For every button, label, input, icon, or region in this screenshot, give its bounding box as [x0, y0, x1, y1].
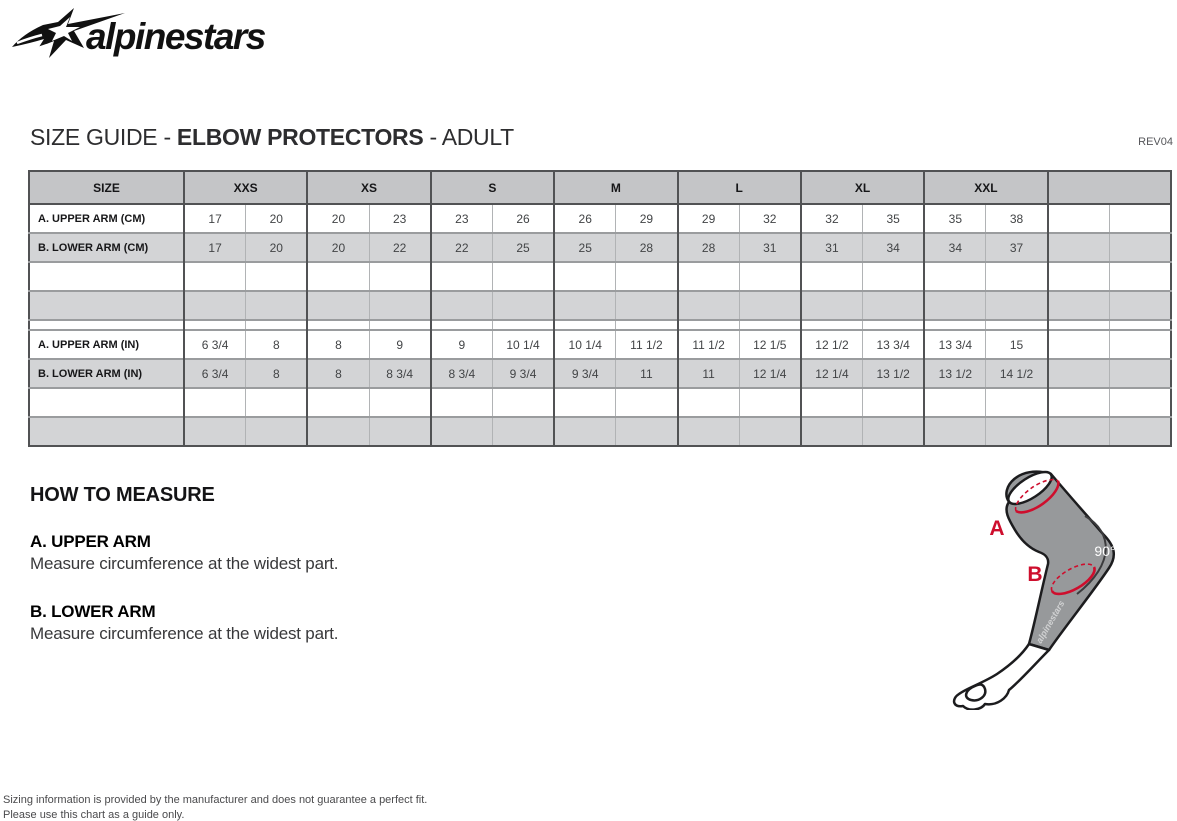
value-cell: 28 [616, 233, 678, 262]
value-cell: 20 [246, 233, 308, 262]
value-cell [924, 291, 986, 320]
value-cell [986, 417, 1048, 446]
value-cell [554, 388, 616, 417]
value-cell [801, 291, 863, 320]
value-cell: 11 [678, 359, 740, 388]
disclaimer [3, 793, 427, 821]
row-label-cell [29, 388, 184, 417]
title-row [30, 124, 1173, 151]
value-cell [431, 320, 493, 330]
value-cell [616, 417, 678, 446]
value-cell [1048, 359, 1110, 388]
value-cell [554, 291, 616, 320]
value-cell [307, 262, 369, 291]
value-cell [739, 388, 801, 417]
value-cell [863, 262, 925, 291]
value-cell: 32 [739, 204, 801, 233]
value-cell [1109, 320, 1171, 330]
value-cell [431, 417, 493, 446]
arm-measurement-diagram [945, 452, 1145, 710]
value-cell [184, 262, 246, 291]
value-cell [1109, 330, 1171, 359]
value-cell: 15 [986, 330, 1048, 359]
value-cell [492, 417, 554, 446]
value-cell [492, 291, 554, 320]
value-cell [246, 320, 308, 330]
value-cell [924, 320, 986, 330]
value-cell [801, 320, 863, 330]
value-cell [554, 417, 616, 446]
value-cell [1109, 417, 1171, 446]
value-cell: 25 [554, 233, 616, 262]
size-group-header-cell: XS [307, 171, 430, 204]
value-cell [492, 388, 554, 417]
size-group-header-cell: XL [801, 171, 924, 204]
value-cell [1109, 388, 1171, 417]
value-cell [616, 388, 678, 417]
value-cell [246, 262, 308, 291]
value-cell: 13 1/2 [924, 359, 986, 388]
logo-wordmark: alpinestars [86, 16, 265, 57]
value-cell: 35 [863, 204, 925, 233]
table-row [29, 233, 1171, 262]
value-cell: 28 [678, 233, 740, 262]
row-label-cell [29, 417, 184, 446]
value-cell: 14 1/2 [986, 359, 1048, 388]
table-row [29, 262, 1171, 291]
value-cell [492, 262, 554, 291]
table-row [29, 359, 1171, 388]
value-cell: 8 [307, 330, 369, 359]
value-cell [863, 320, 925, 330]
value-cell [1109, 233, 1171, 262]
value-cell: 8 [307, 359, 369, 388]
value-cell [554, 262, 616, 291]
value-cell [616, 291, 678, 320]
value-cell: 12 1/4 [739, 359, 801, 388]
value-cell [431, 291, 493, 320]
value-cell: 11 1/2 [616, 330, 678, 359]
measure-label-upper-arm: A. UPPER ARM [30, 532, 151, 551]
row-label-cell [29, 320, 184, 330]
value-cell: 22 [369, 233, 431, 262]
table-row [29, 417, 1171, 446]
value-cell: 6 3/4 [184, 330, 246, 359]
value-cell [863, 417, 925, 446]
value-cell [863, 291, 925, 320]
value-cell [801, 388, 863, 417]
value-cell [739, 291, 801, 320]
thumb-curl [966, 684, 985, 700]
value-cell [1109, 291, 1171, 320]
value-cell [1048, 291, 1110, 320]
value-cell: 17 [184, 204, 246, 233]
table-row [29, 291, 1171, 320]
measure-desc-upper-arm: Measure circumference at the widest part. [30, 554, 339, 573]
value-cell: 20 [307, 204, 369, 233]
value-cell [1048, 320, 1110, 330]
value-cell [307, 417, 369, 446]
value-cell [307, 291, 369, 320]
value-cell: 32 [801, 204, 863, 233]
value-cell [369, 291, 431, 320]
value-cell [1109, 359, 1171, 388]
value-cell [801, 262, 863, 291]
table-row [29, 388, 1171, 417]
value-cell [369, 417, 431, 446]
size-group-header-cell: XXL [924, 171, 1047, 204]
value-cell: 9 3/4 [492, 359, 554, 388]
value-cell [739, 417, 801, 446]
value-cell [1109, 262, 1171, 291]
value-cell [184, 320, 246, 330]
value-cell: 11 [616, 359, 678, 388]
value-cell: 31 [739, 233, 801, 262]
value-cell: 9 [431, 330, 493, 359]
diagram-label-b: B [1027, 563, 1043, 586]
value-cell: 12 1/5 [739, 330, 801, 359]
size-group-header-cell [1048, 171, 1171, 204]
value-cell: 31 [801, 233, 863, 262]
row-label-cell [29, 291, 184, 320]
value-cell: 13 1/2 [863, 359, 925, 388]
value-cell [1048, 388, 1110, 417]
value-cell: 20 [307, 233, 369, 262]
value-cell [924, 262, 986, 291]
value-cell: 8 [246, 330, 308, 359]
value-cell [246, 417, 308, 446]
size-header-cell: SIZE [29, 171, 184, 204]
value-cell: 13 3/4 [863, 330, 925, 359]
value-cell [678, 262, 740, 291]
value-cell [184, 388, 246, 417]
value-cell [307, 388, 369, 417]
measure-label-lower-arm: B. LOWER ARM [30, 602, 156, 621]
size-group-header-cell: M [554, 171, 677, 204]
value-cell [924, 388, 986, 417]
value-cell [184, 291, 246, 320]
size-table [28, 170, 1172, 447]
value-cell [307, 320, 369, 330]
value-cell [184, 417, 246, 446]
value-cell [739, 320, 801, 330]
disclaimer-line-1: Sizing information is provided by the manufacturer and does not guarantee a perfect fit. [3, 794, 428, 806]
value-cell: 20 [246, 204, 308, 233]
value-cell [369, 388, 431, 417]
value-cell: 22 [431, 233, 493, 262]
value-cell [678, 417, 740, 446]
value-cell [1048, 330, 1110, 359]
value-cell: 8 [246, 359, 308, 388]
value-cell: 38 [986, 204, 1048, 233]
value-cell: 12 1/2 [801, 330, 863, 359]
size-group-header-cell: S [431, 171, 554, 204]
value-cell [986, 388, 1048, 417]
how-to-measure-heading: HOW TO MEASURE [30, 484, 215, 506]
value-cell [1048, 204, 1110, 233]
value-cell [678, 320, 740, 330]
value-cell: 34 [924, 233, 986, 262]
value-cell: 11 1/2 [678, 330, 740, 359]
sleeve-watermark: alpinestars [1034, 598, 1067, 645]
value-cell [369, 320, 431, 330]
value-cell: 10 1/4 [554, 330, 616, 359]
how-to-measure-section [30, 484, 480, 672]
value-cell [554, 320, 616, 330]
value-cell [431, 262, 493, 291]
value-cell: 25 [492, 233, 554, 262]
value-cell: 10 1/4 [492, 330, 554, 359]
value-cell [369, 262, 431, 291]
value-cell: 35 [924, 204, 986, 233]
row-label-cell: A. UPPER ARM (CM) [29, 204, 184, 233]
value-cell: 26 [492, 204, 554, 233]
value-cell [924, 417, 986, 446]
value-cell: 34 [863, 233, 925, 262]
value-cell [678, 388, 740, 417]
value-cell: 13 3/4 [924, 330, 986, 359]
value-cell: 29 [616, 204, 678, 233]
value-cell: 8 3/4 [431, 359, 493, 388]
disclaimer-line-2: Please use this chart as a guide only. [3, 808, 185, 821]
diagram-label-a: A [989, 517, 1005, 540]
value-cell [678, 291, 740, 320]
diagram-angle-label: 90° [1094, 543, 1116, 559]
value-cell: 17 [184, 233, 246, 262]
value-cell: 23 [369, 204, 431, 233]
alpinestars-logo [10, 6, 290, 60]
table-row [29, 320, 1171, 330]
value-cell [431, 388, 493, 417]
value-cell [492, 320, 554, 330]
value-cell [1048, 233, 1110, 262]
value-cell [1048, 262, 1110, 291]
table-row [29, 330, 1171, 359]
size-group-header-cell: XXS [184, 171, 307, 204]
value-cell: 9 3/4 [554, 359, 616, 388]
title-suffix: - ADULT [423, 124, 514, 150]
value-cell: 37 [986, 233, 1048, 262]
table-row [29, 204, 1171, 233]
value-cell: 12 1/4 [801, 359, 863, 388]
title-product: ELBOW PROTECTORS [176, 124, 424, 150]
value-cell [616, 262, 678, 291]
value-cell [246, 291, 308, 320]
revision-label: REV04 [1138, 136, 1173, 148]
row-label-cell: B. LOWER ARM (CM) [29, 233, 184, 262]
value-cell [739, 262, 801, 291]
value-cell: 23 [431, 204, 493, 233]
value-cell [986, 320, 1048, 330]
value-cell [1048, 417, 1110, 446]
value-cell: 6 3/4 [184, 359, 246, 388]
value-cell [986, 291, 1048, 320]
value-cell: 8 3/4 [369, 359, 431, 388]
value-cell [616, 320, 678, 330]
row-label-cell [29, 262, 184, 291]
row-label-cell: B. LOWER ARM (IN) [29, 359, 184, 388]
title-prefix: SIZE GUIDE - [30, 124, 177, 150]
value-cell: 29 [678, 204, 740, 233]
value-cell [1109, 204, 1171, 233]
value-cell [986, 262, 1048, 291]
row-label-cell: A. UPPER ARM (IN) [29, 330, 184, 359]
value-cell [801, 417, 863, 446]
value-cell [863, 388, 925, 417]
value-cell: 26 [554, 204, 616, 233]
page-title [30, 124, 514, 151]
value-cell [246, 388, 308, 417]
size-group-header-cell: L [678, 171, 801, 204]
measure-desc-lower-arm: Measure circumference at the widest part. [30, 624, 339, 643]
value-cell: 9 [369, 330, 431, 359]
